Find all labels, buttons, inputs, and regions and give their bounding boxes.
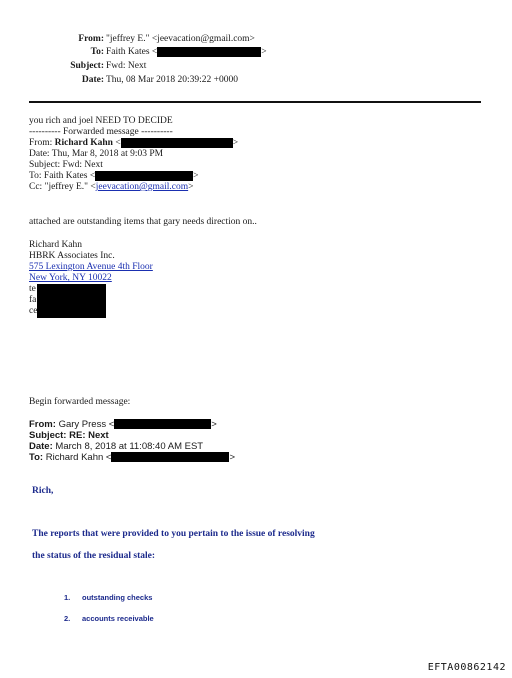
gary-date-label: Date: <box>29 441 53 452</box>
header-from-value: "jeffrey E." <jeevacation@gmail.com> <box>106 34 255 44</box>
list-item-number: 2. <box>64 614 71 623</box>
begin-forwarded-line: Begin forwarded message: <box>29 397 131 407</box>
gary-to-line: To: Richard Kahn < > <box>29 452 236 463</box>
fwd-cc-line: Cc: "jeffrey E." <jeevacation@gmail.com> <box>29 182 194 192</box>
document-id: EFTA00862142 <box>427 662 506 673</box>
list-item-text: outstanding checks <box>82 593 153 602</box>
gary-subject-value: RE: Next <box>69 430 109 441</box>
gary-subject-label: Subject: <box>29 430 67 441</box>
list-item <box>64 614 70 623</box>
redaction-block <box>111 452 229 462</box>
cc-email-link[interactable]: jeevacation@gmail.com <box>95 182 189 192</box>
redaction-block <box>114 419 211 429</box>
list-item <box>64 593 70 602</box>
fwd-to-line: To: Faith Kates < > <box>29 171 199 182</box>
signature-fax-fragment: fa <box>29 295 37 305</box>
attached-line: attached are outstanding items that gary needs direction on.. <box>29 217 257 227</box>
header-to-label: To: <box>90 47 104 57</box>
header-date-label: Date: <box>81 75 104 85</box>
fwd-from-name: Richard Kahn <box>54 138 113 149</box>
gary-date-line: Date: March 8, 2018 at 11:08:40 AM EST <box>29 441 204 452</box>
header-divider <box>29 101 481 103</box>
fwd-subject-line: Subject: Fwd: Next <box>29 160 103 170</box>
fwd-from-line: From: Richard Kahn < > <box>29 138 239 149</box>
signature-company: HBRK Associates Inc. <box>29 251 115 261</box>
forwarded-marker: ---------- Forwarded message ---------- <box>29 127 173 137</box>
message-salutation: Rich, <box>32 486 54 496</box>
message-line-2: the status of the residual stale: <box>32 551 156 561</box>
redaction-block <box>95 171 193 181</box>
signature-tel-fragment: te <box>29 284 36 294</box>
gary-from-label: From: <box>29 419 56 430</box>
gary-to-label: To: <box>29 452 44 463</box>
intro-line: you rich and joel NEED TO DECIDE <box>29 116 173 126</box>
header-from-label: From: <box>78 34 104 44</box>
signature-address-link-1[interactable]: 575 Lexington Avenue 4th Floor <box>29 262 153 272</box>
list-item-text: accounts receivable <box>82 614 154 623</box>
redaction-block <box>157 47 261 57</box>
header-to-value: Faith Kates < > <box>106 47 267 58</box>
header-date-value: Thu, 08 Mar 2018 20:39:22 +0000 <box>106 75 239 85</box>
fwd-date-line: Date: Thu, Mar 8, 2018 at 9:03 PM <box>29 149 164 159</box>
list-item-number: 1. <box>64 593 71 602</box>
gary-subject-line <box>29 430 109 441</box>
header-subject-label: Subject: <box>70 61 104 71</box>
signature-name: Richard Kahn <box>29 240 83 250</box>
signature-address-link-2[interactable]: New York, NY 10022 <box>29 273 112 283</box>
header-subject-value: Fwd: Next <box>106 61 147 71</box>
message-line-1: The reports that were provided to you pertain to the issue of resolving <box>32 529 315 539</box>
redaction-block <box>121 138 233 148</box>
gary-from-line: From: Gary Press < > <box>29 419 217 430</box>
signature-cell-fragment: ce <box>29 306 38 316</box>
redaction-block <box>37 284 106 318</box>
